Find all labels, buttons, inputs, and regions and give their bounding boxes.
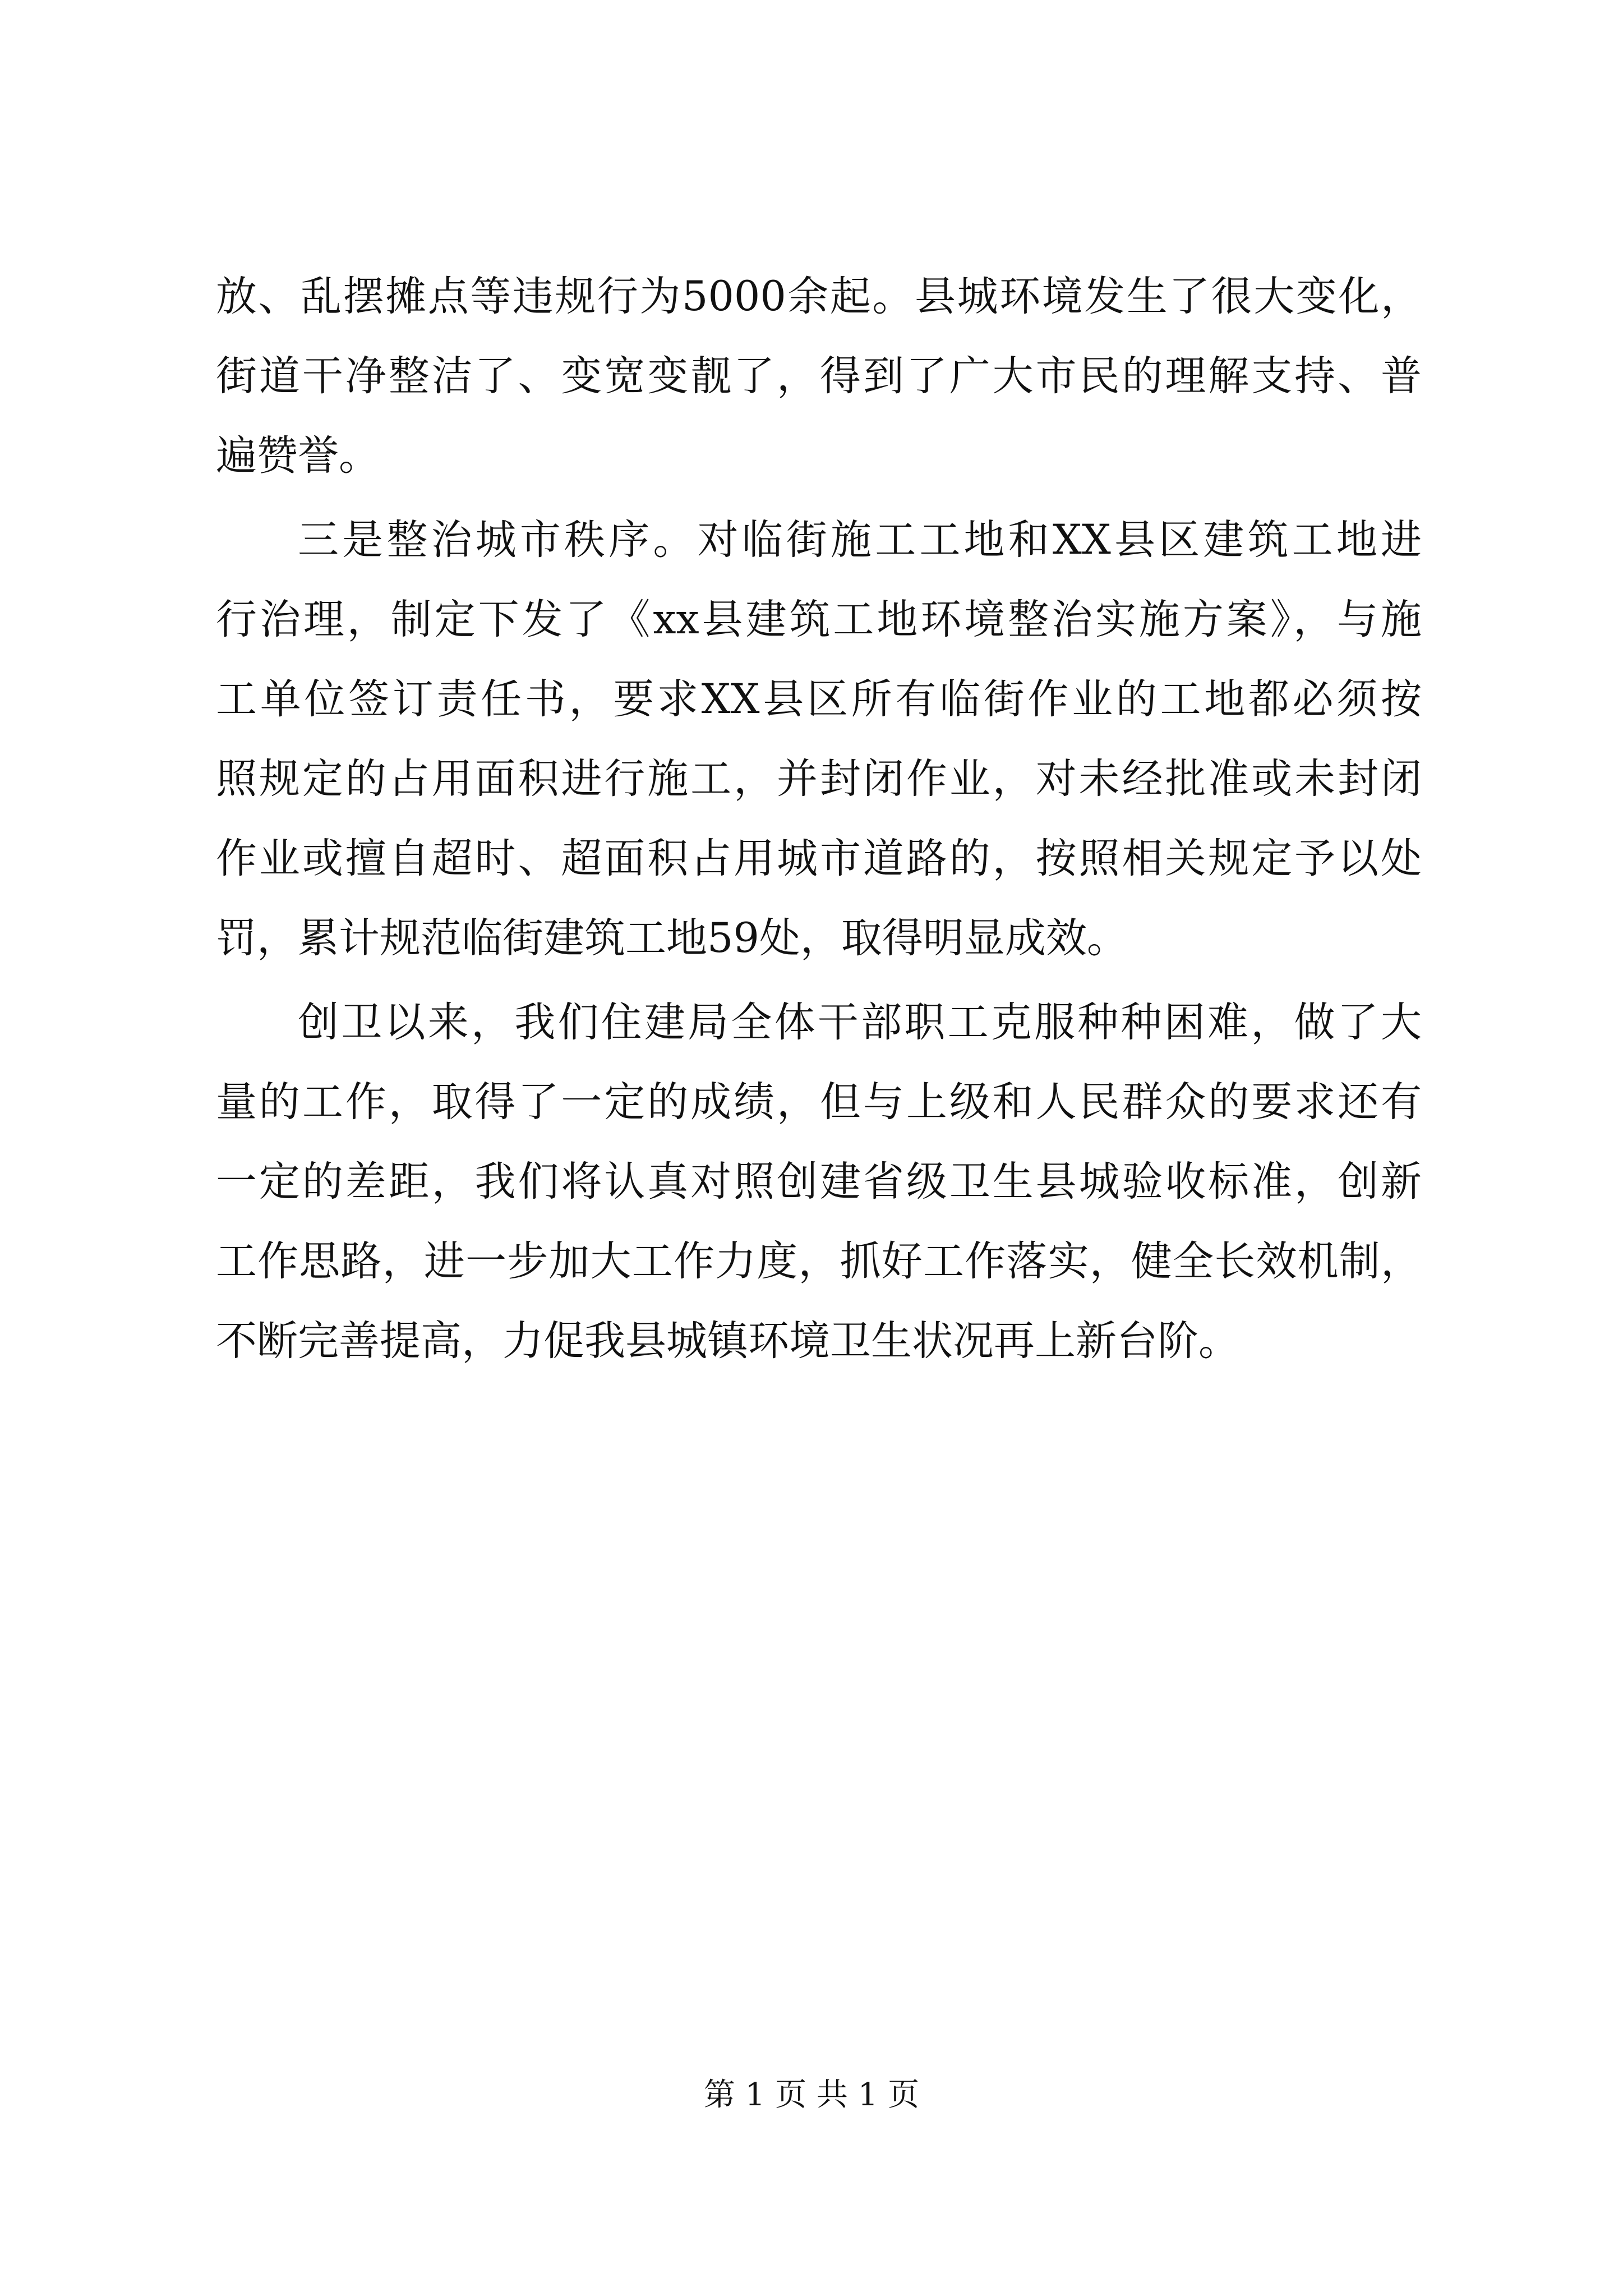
text-line: 罚，累计规范临街建筑工地59处，取得明显成效。 xyxy=(216,914,1128,962)
text-line: 遍赞誉。 xyxy=(216,432,380,480)
text-line: 一定的差距，我们将认真对照创建省级卫生县城验收标准，创新 xyxy=(216,1158,1422,1205)
paragraph-2 xyxy=(216,500,1422,978)
text-line: 作业或擅自超时、超面积占用城市道路的，按照相关规定予以处 xyxy=(216,835,1422,882)
text-line: 工单位签订责任书，要求XX县区所有临街作业的工地都必须按 xyxy=(216,675,1422,723)
text-line: 不断完善提高，力促我县城镇环境卫生状况再上新台阶。 xyxy=(216,1317,1239,1365)
text-line: 照规定的占用面积进行施工，并封闭作业，对未经批准或未封闭 xyxy=(216,755,1422,803)
text-line: 街道干净整洁了、变宽变靓了，得到了广大市民的理解支持、普 xyxy=(216,352,1422,400)
text-line: 工作思路，进一步加大工作力度，抓好工作落实，健全长效机制， xyxy=(216,1237,1422,1285)
paragraph-1 xyxy=(216,257,1422,496)
text-line: 放、乱摆摊点等违规行为5000余起。县城环境发生了很大变化， xyxy=(216,273,1422,320)
text-line: 行治理，制定下发了《xx县建筑工地环境整治实施方案》，与施 xyxy=(216,596,1422,643)
paragraph-3 xyxy=(216,983,1422,1381)
text-line: 三是整治城市秩序。对临街施工工地和XX县区建筑工地进 xyxy=(298,516,1422,564)
text-line: 创卫以来，我们住建局全体干部职工克服种种困难，做了大 xyxy=(298,999,1422,1046)
document-body xyxy=(216,257,1422,1381)
text-line: 量的工作，取得了一定的成绩，但与上级和人民群众的要求还有 xyxy=(216,1078,1422,1126)
page-number: 第 1 页 共 1 页 xyxy=(703,2077,920,2113)
